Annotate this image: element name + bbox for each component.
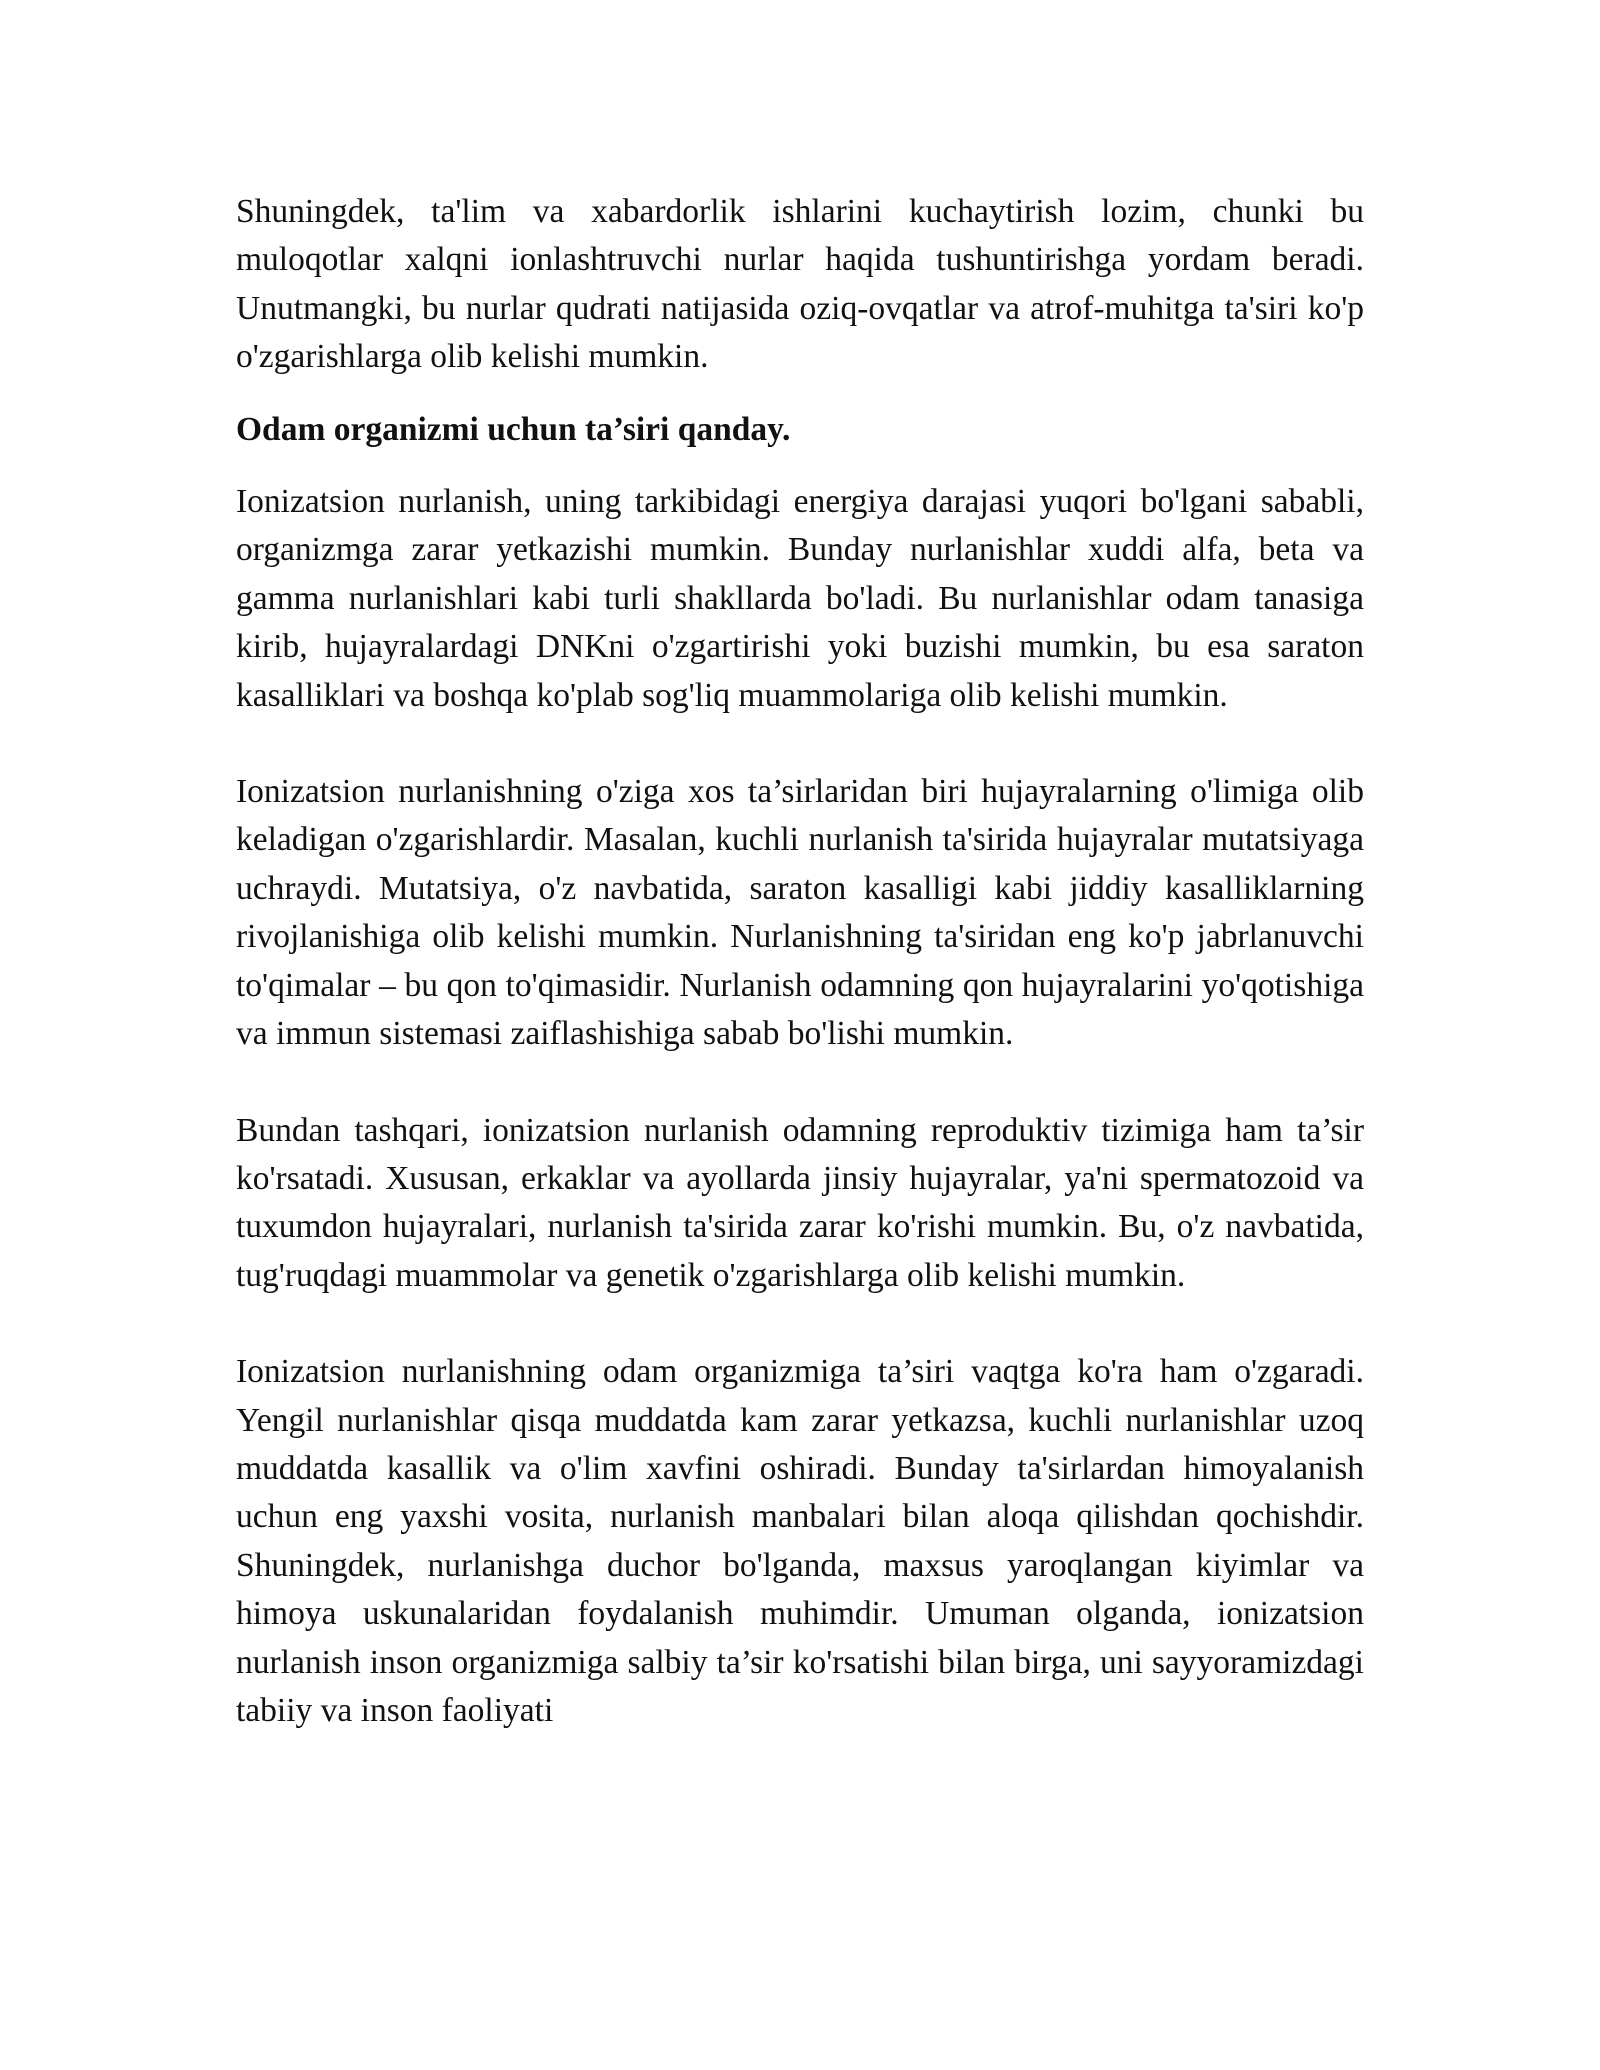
paragraph-intro: Shuningdek, ta'lim va xabardorlik ishlarini kuchaytirish lozim, chunki bu muloqotlar xalqni ionlashtruvchi nurlar haqida tushuntirishga yordam beradi. Unutmangki, bu nurlar qudrati natijasida oziq-ovqatlar va atrof-muhitga ta'siri ko'p o'zgarishlarga olib kelishi mumkin.: [236, 193, 1364, 376]
paragraph-2: Ionizatsion nurlanishning o'ziga xos ta’sirlaridan biri hujayralarning o'limiga olib keladigan o'zgarishlardir. Masalan, kuchli nurlanish ta'sirida hujayralar mutatsiyaga uchraydi. Mutatsiya, o'z navbatida, saraton kasalligi kabi jiddiy kasalliklarning rivojlanishiga olib kelishi mumkin. Nurlanishning ta'siridan eng ko'p jabrlanuvchi to'qimalar – bu qon to'qimasidir. Nurlanish odamning qon hujayralarini yo'qotishiga va immun sistemasi zaiflashishiga sabab bo'lishi mumkin.: [236, 773, 1364, 1053]
spacer: [236, 1059, 1364, 1107]
paragraph-1: Ionizatsion nurlanish, uning tarkibidagi energiya darajasi yuqori bo'lgani sababli, organizmga zarar yetkazishi mumkin. Bunday nurlanishlar xuddi alfa, beta va gamma nurlanishlari kabi turli shakllarda bo'ladi. Bu nurlanishlar odam tanasiga kirib, hujayralardagi DNKni o'zgartirishi yoki buzishi mumkin, bu esa saraton kasalliklari va boshqa ko'plab sog'liq muammolariga olib kelishi mumkin.: [236, 483, 1364, 714]
section-heading: Odam organizmi uchun ta’siri qanday.: [236, 410, 791, 448]
spacer: [236, 1300, 1364, 1348]
paragraph-4: Ionizatsion nurlanishning odam organizmiga ta’siri vaqtga ko'ra ham o'zgaradi. Yengil nurlanishlar qisqa muddatda kam zarar yetkazsa, kuchli nurlanishlar uzoq muddatda kasallik va o'lim xavfini oshiradi. Bunday ta'sirlardan himoyalanish uchun eng yaxshi vosita, nurlanish manbalari bilan aloqa qilishdan qochishdir. Shuningdek, nurlanishga duchor bo'lganda, maxsus yaroqlangan kiyimlar va himoya uskunalaridan foydalanish muhimdir. Umuman olganda, ionizatsion nurlanish inson organizmiga salbiy ta’sir ko'rsatishi bilan birga, uni sayyoramizdagi tabiiy va inson faoliyati: [236, 1353, 1364, 1729]
spacer: [236, 454, 1364, 478]
paragraph-3: Bundan tashqari, ionizatsion nurlanish odamning reproduktiv tizimiga ham ta’sir ko'rsatadi. Xususan, erkaklar va ayollarda jinsiy hujayralar, ya'ni spermatozoid va tuxumdon hujayralari, nurlanish ta'sirida zarar ko'rishi mumkin. Bu, o'z navbatida, tug'ruqdagi muammolar va genetik o'zgarishlarga olib kelishi mumkin.: [236, 1111, 1364, 1294]
spacer: [236, 382, 1364, 406]
spacer: [236, 720, 1364, 768]
document-page: [236, 188, 1364, 1735]
